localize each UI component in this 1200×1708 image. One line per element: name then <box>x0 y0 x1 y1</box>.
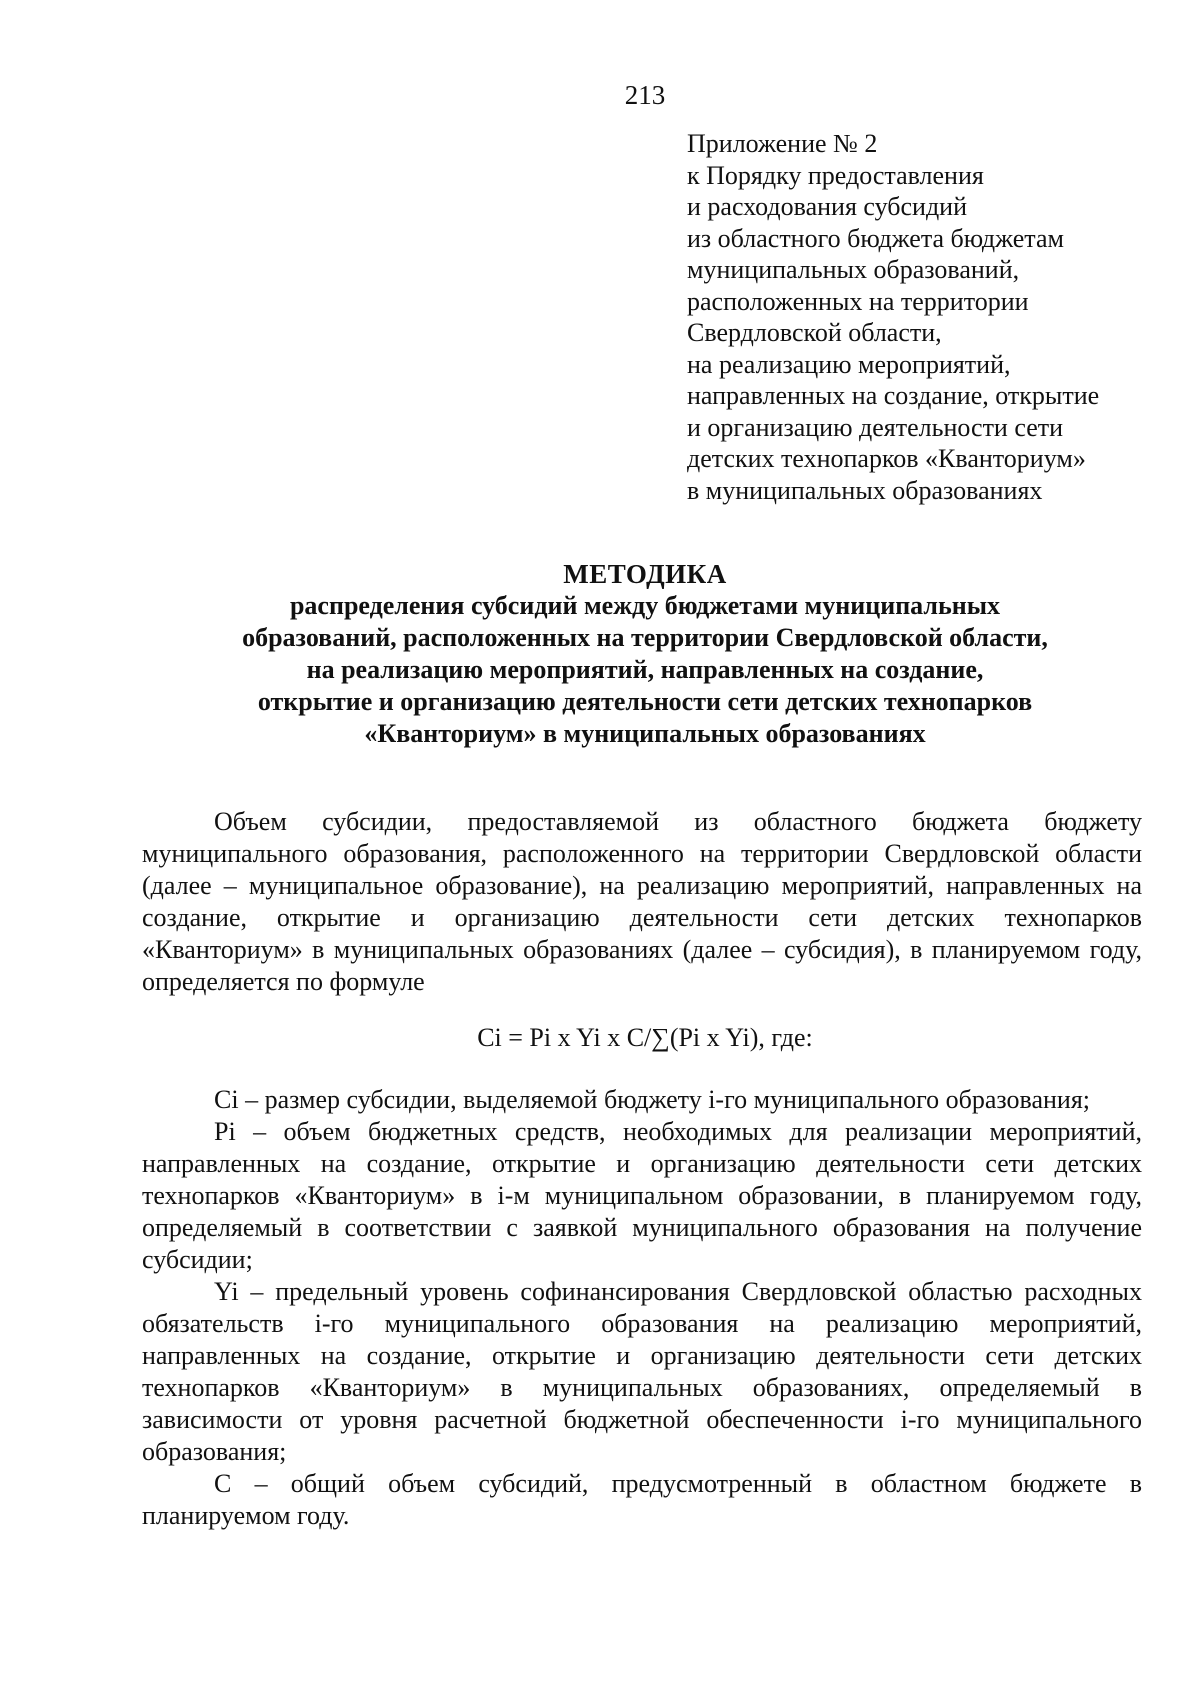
appendix-line: Приложение № 2 <box>687 129 878 158</box>
appendix-line: муниципальных образований, <box>687 255 1020 284</box>
page-number: 213 <box>624 80 666 110</box>
title-line: образований, расположенных на территории Свердловской области, <box>242 623 1048 652</box>
appendix-line: на реализацию мероприятий, <box>687 349 1011 379</box>
appendix-header <box>687 128 1157 506</box>
formula: Ci = Pi x Yi x C/∑(Pi x Yi), где: <box>477 1023 813 1052</box>
definition-ci: Ci – размер субсидии, выделяемой бюджету i-го муниципального образования; <box>214 1085 1091 1114</box>
appendix-line: детских технопарков «Кванториум» <box>687 444 1086 473</box>
intro-paragraph: Объем субсидии, предоставляемой из областного бюджета бюджету муниципального образования, расположенного на территории Свердловской области (далее – муниципальное образование), на реализацию мероприятий, направленных на создание, открытие и организацию деятельности сети детских технопарков «Кванториум» в муниципальных образованиях (далее – субсидия), в планируемом году, определяется по формуле <box>142 807 1142 996</box>
appendix-line: и расходования субсидий <box>687 192 967 221</box>
intro-section <box>142 806 1142 998</box>
appendix-line: направленных на создание, открытие <box>687 381 1100 410</box>
title-line: «Кванториум» в муниципальных образованиях <box>364 719 926 748</box>
title-line: распределения субсидий между бюджетами муниципальных <box>289 591 1001 620</box>
appendix-line: расположенных на территории <box>687 286 1029 316</box>
appendix-line: и организацию деятельности сети <box>687 412 1064 442</box>
appendix-line: Свердловской области, <box>687 318 942 347</box>
definition-pi: Pi – объем бюджетных средств, необходимых для реализации мероприятий, направленных на создание, открытие и организацию деятельности сети детских технопарков «Кванториум» в i-м муниципальном образовании, в планируемом году, определяемый в соответствии с заявкой муниципального образования на получение субсидии; <box>142 1117 1142 1274</box>
document-title <box>140 558 1150 750</box>
definitions-section <box>142 1084 1142 1532</box>
title-main: МЕТОДИКА <box>563 559 727 589</box>
title-line: открытие и организацию деятельности сети детских технопарков <box>257 687 1033 716</box>
appendix-line: в муниципальных образованиях <box>687 475 1043 505</box>
definition-yi: Yi – предельный уровень софинансирования Свердловской областью расходных обязательств i-го муниципального образования на реализацию мероприятий, направленных на создание, открытие и организацию деятельности сети детских технопарков «Кванториум» в муниципальных образованиях, определяемый в зависимости от уровня расчетной бюджетной обеспеченности i-го муниципального образования; <box>142 1277 1142 1466</box>
appendix-line: к Порядку предоставления <box>687 160 984 190</box>
title-line: на реализацию мероприятий, направленных на создание, <box>306 655 984 684</box>
appendix-line: из областного бюджета бюджетам <box>687 223 1064 253</box>
definition-c: C – общий объем субсидий, предусмотренный в областном бюджете в планируемом году. <box>142 1469 1142 1530</box>
